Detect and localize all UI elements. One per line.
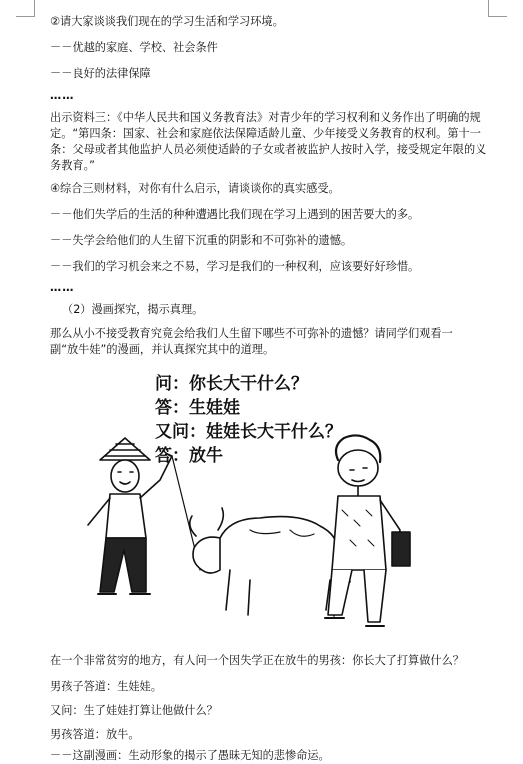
cartoon-conclusion: －－这副漫画：生动形象的揭示了愚昧无知的悲惨命运。 [50, 749, 330, 762]
answer-hardships: －－他们失学后的生活的种种遭遇比我们现在学习上遇到的困苦要大的多。 [50, 208, 420, 221]
story-answer-one: 男孩子答道：生娃娃。 [50, 680, 162, 693]
boy-figure [88, 438, 200, 594]
answer-good-conditions: －－优越的家庭、学校、社会条件 [50, 41, 218, 54]
material-three-paragraph: 出示资料三：《中华人民共和国义务教育法》对青少年的学习权利和义务作出了明确的规定。“第四条：国家、社会和家庭依法保障适龄儿童、少年接受义务教育的权利。第十一条：父母或者其他监护人员必须使适龄的子女或者被监护人按时入学，接受规定年限的义务教育。” [50, 111, 487, 172]
story-answer-two: 男孩答道：放牛。 [50, 728, 140, 741]
story-question-two: 又问：生了娃娃打算让他做什么？ [50, 704, 218, 717]
ellipsis: …… [50, 89, 75, 102]
story-question: 在一个非常贫穷的地方，有人问一个因失学正在放牛的男孩：你长大了打算做什么？ [50, 654, 464, 667]
cartoon-caption-line4: 答：放牛 [155, 446, 223, 466]
cartoon-caption-line1: 问：你长大干什么？ [155, 374, 308, 394]
answer-legal-protection: －－良好的法律保障 [50, 67, 151, 80]
cow-figure [190, 508, 350, 616]
answer-cherish: －－我们的学习机会来之不易，学习是我们的一种权利，应该要好好珍惜。 [50, 260, 420, 273]
answer-regret: －－失学会给他们的人生留下沉重的阴影和不可弥补的遗憾。 [50, 234, 353, 247]
paragraph-discuss-environment: ②请大家谈谈我们现在的学习生活和学习环境。 [50, 15, 284, 28]
ellipsis: …… [50, 281, 75, 294]
woman-figure [325, 435, 410, 626]
question-synthesize: ④综合三则材料，对你有什么启示，请谈谈你的真实感受。 [50, 182, 340, 195]
cartoon-intro-paragraph: 那么从小不接受教育究竟会给我们人生留下哪些不可弥补的遗憾？请同学们观看一副“放牛娃”的漫画，并认真探究其中的道理。 [50, 327, 453, 356]
cartoon-caption-line2: 答：生娃娃 [155, 398, 240, 418]
cartoon-illustration [80, 360, 460, 640]
section-heading-cartoon: （2）漫画探究，揭示真理。 [62, 303, 204, 316]
cartoon-caption-line3: 又问：娃娃长大干什么？ [155, 422, 342, 442]
